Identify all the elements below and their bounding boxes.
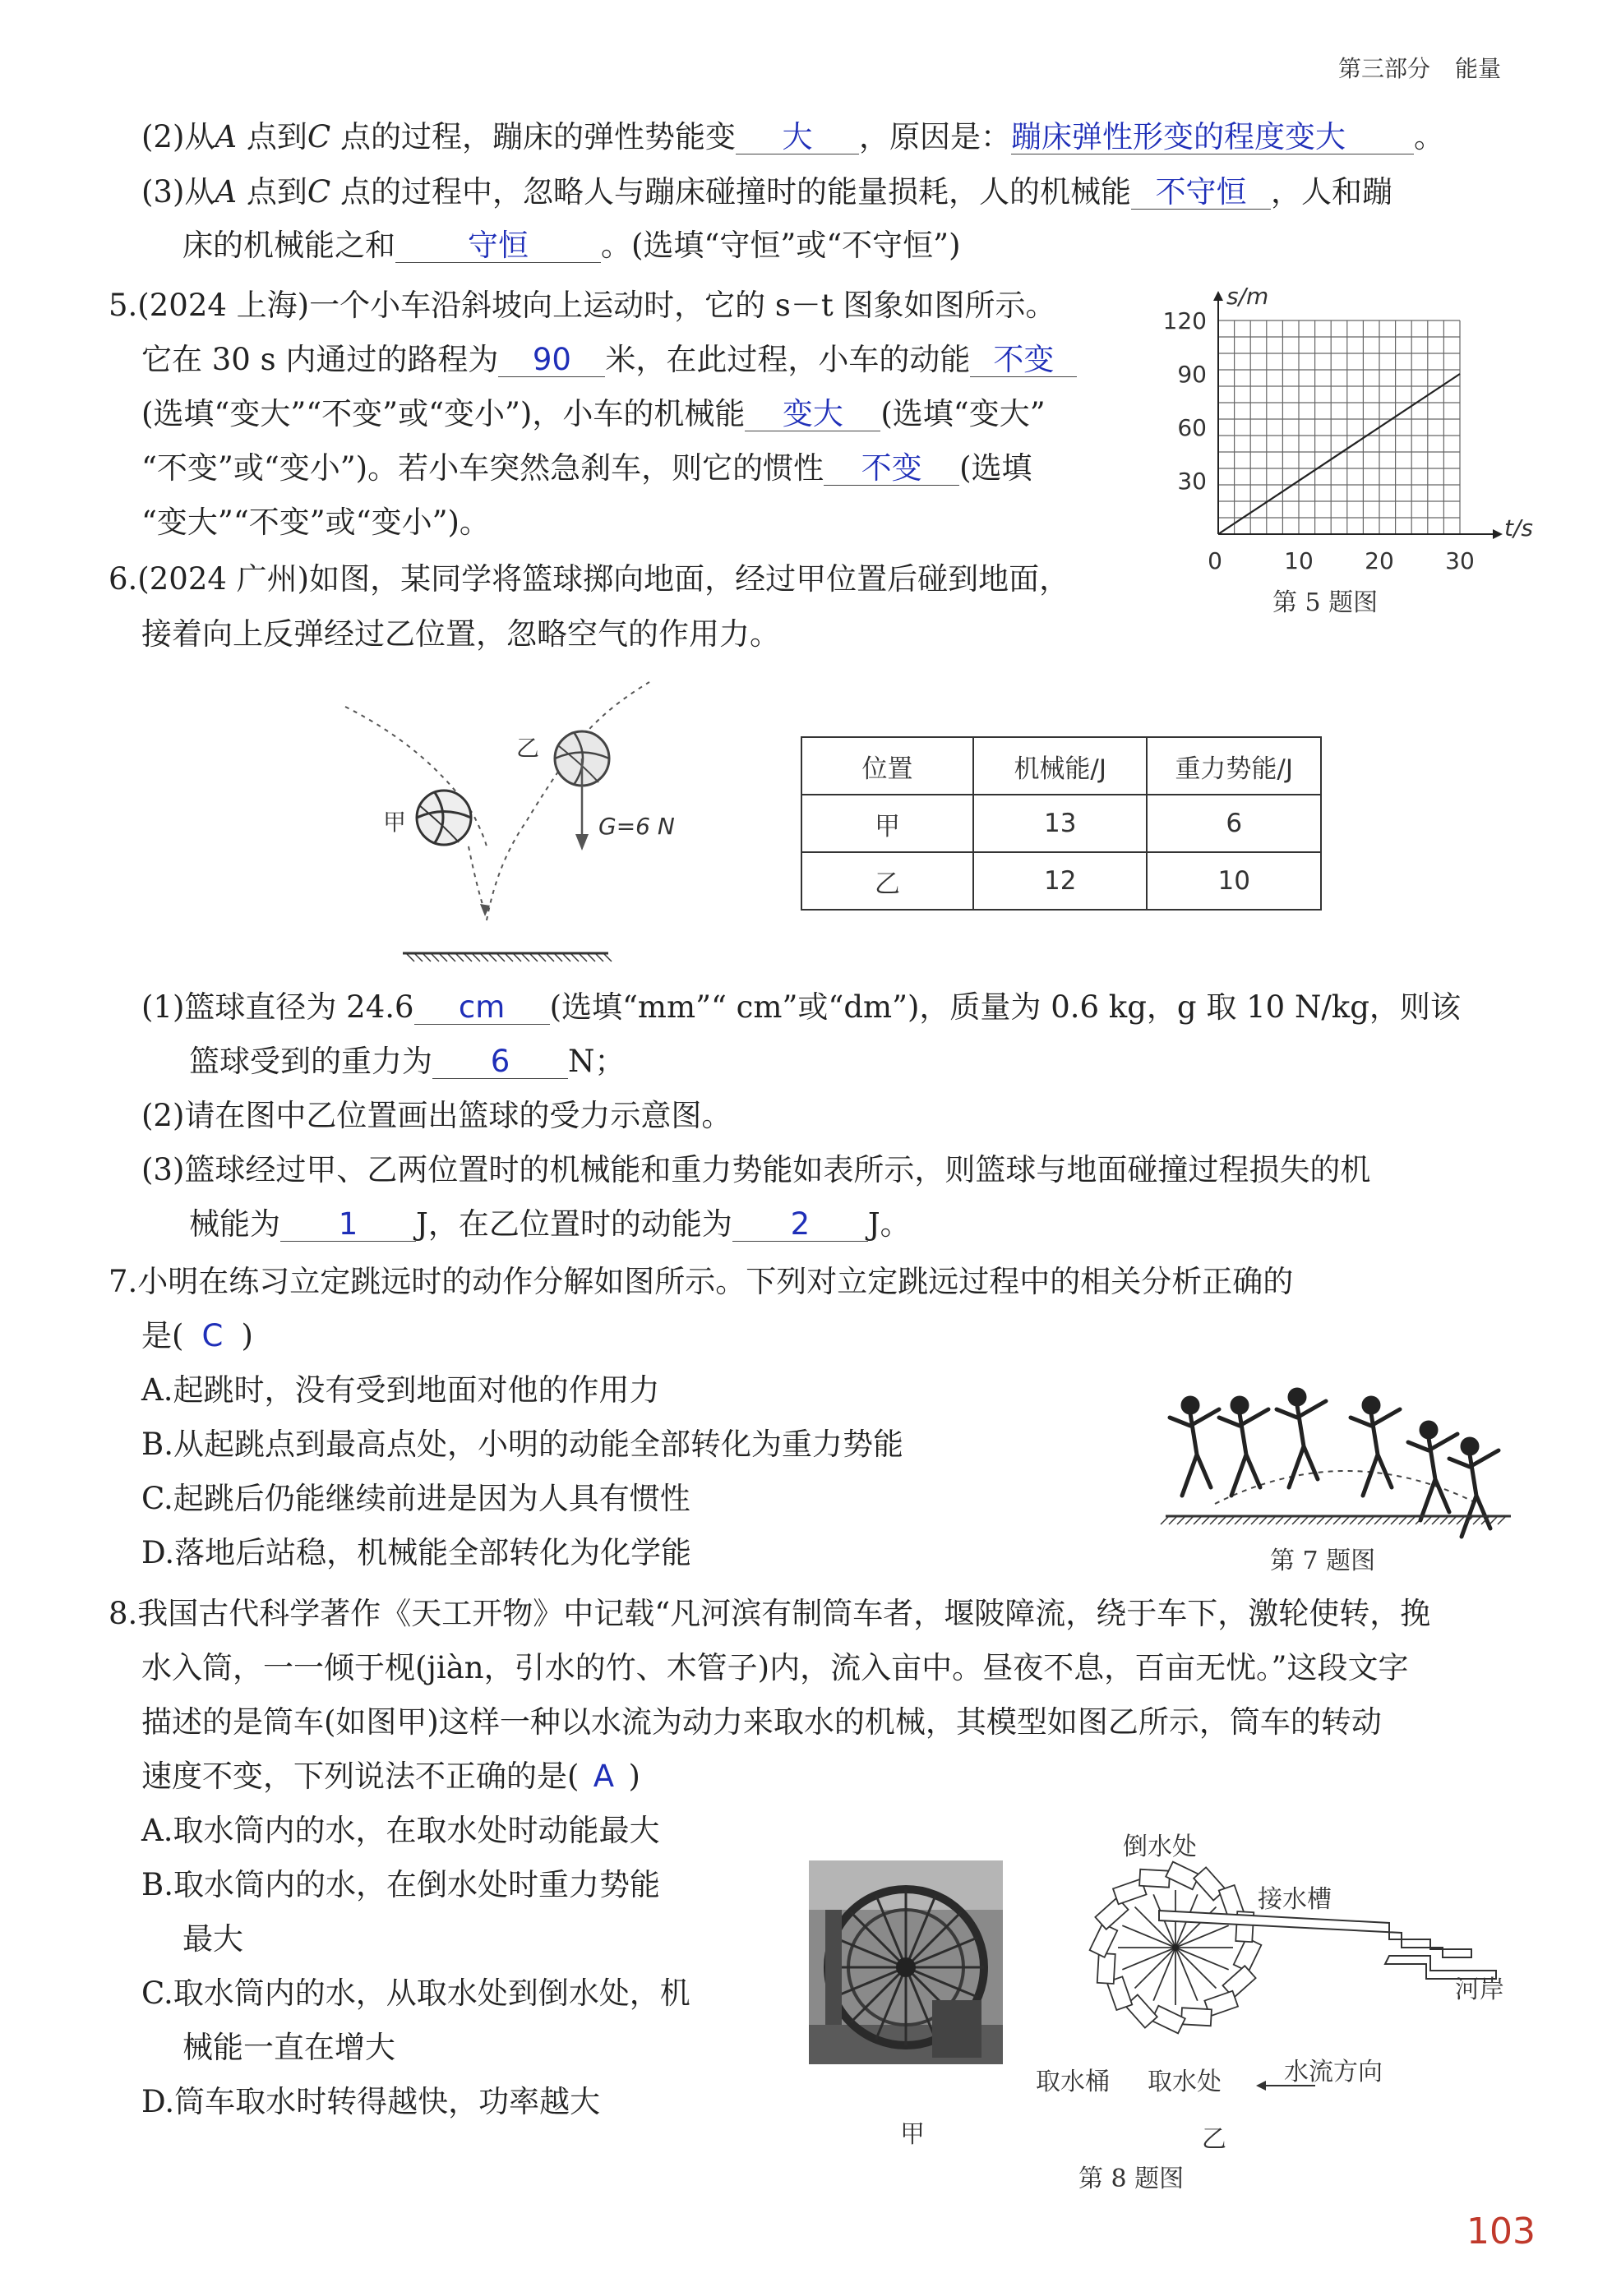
q8-option-a: A.取水筒内的水，在取水处时动能最大 [141, 1813, 660, 1848]
q8-label-yi: 乙 [1202, 2125, 1226, 2154]
q6-basketball-figure [337, 674, 675, 970]
q5-line2: 它在 30 s 内通过的路程为 90 米，在此过程，小车的动能 不变 [141, 342, 1077, 378]
q4-2-answer-1[interactable]: 大 [736, 121, 859, 154]
bucket [1097, 1953, 1115, 1984]
table-cell: 乙 [801, 852, 973, 910]
q4-3-answer-1[interactable]: 不守恒 [1131, 176, 1271, 210]
page-number: 103 [1466, 2211, 1536, 2252]
table-cell: 甲 [801, 795, 973, 852]
y-tick-label: 120 [1162, 307, 1207, 334]
spoke [1135, 1948, 1175, 1988]
y-tick-label: 60 [1177, 414, 1207, 441]
q6-part3-line1: (3)篮球经过甲、乙两位置时的机械能和重力势能如表所示，则篮球与地面碰撞过程损失的机 [141, 1152, 1371, 1187]
q7-line1: 7.小明在练习立定跳远时的动作分解如图所示。下列对立定跳远过程中的相关分析正确的 [109, 1264, 1294, 1299]
q4-3-answer-2[interactable]: 守恒 [395, 229, 601, 263]
q8-label-pour: 倒水处 [1123, 1833, 1197, 1861]
table-cell: 6 [1147, 795, 1321, 852]
x-axis-label: t/s [1504, 514, 1533, 542]
trajectory-down-2 [469, 846, 485, 912]
jumper-head [1183, 1398, 1198, 1413]
q8-option-b-cont: 最大 [182, 1921, 243, 1957]
q5-caption: 第 5 题图 [1272, 588, 1379, 617]
jumper-body [1219, 1409, 1268, 1496]
hub [1172, 1944, 1179, 1951]
flow-arrowhead [1256, 2081, 1266, 2091]
table-header-row [801, 737, 1321, 795]
jumper-head [1421, 1422, 1436, 1437]
q6-part1-line1: (1)篮球直径为 24.6 cm (选填“mm”“ cm”或“dm”)，质量为 0.6 kg，g 取 10 N/kg，则该 [141, 989, 1461, 1025]
bucket [1152, 2006, 1185, 2034]
x-axis-arrow [1493, 529, 1503, 539]
ball-jia [417, 791, 471, 845]
hatch-line [1161, 1516, 1169, 1524]
jumper-head [1462, 1439, 1477, 1454]
label-jia: 甲 [383, 809, 407, 836]
gravity-arrowhead [575, 834, 589, 851]
table-row [801, 795, 1321, 852]
bucket [1166, 1862, 1199, 1890]
q8-caption: 第 8 题图 [1078, 2165, 1185, 2193]
trough [1159, 1911, 1471, 1957]
q8-label-take: 取水处 [1148, 2068, 1222, 2096]
model-spokes [1118, 1890, 1233, 2005]
bucket [1139, 1870, 1170, 1888]
q8-answer[interactable]: A [593, 1759, 615, 1794]
chart-series [1218, 374, 1460, 534]
q7-standing-jump-figure [1166, 1372, 1519, 1528]
y-tick-label: 90 [1177, 361, 1207, 388]
q5-st-chart [1151, 283, 1533, 583]
table-header: 机械能/J [973, 737, 1147, 795]
q7-line2: 是( C ) [141, 1318, 253, 1353]
q8-waterwheel-photo [809, 1860, 1003, 2064]
x-tick-label: 10 [1284, 547, 1314, 574]
q6-energy-table [801, 736, 1322, 911]
q5-answer-3[interactable]: 变大 [745, 398, 880, 431]
x-tick-label: 30 [1445, 547, 1475, 574]
q5-line1: 5.(2024 上海)一个小车沿斜坡向上运动时，它的 s－t 图象如图所示。 [109, 288, 1056, 323]
q8-option-b: B.取水筒内的水，在倒水处时重力势能 [141, 1867, 660, 1902]
q4-part3-line2: 床的机械能之和 守恒 。(选填“守恒”或“不守恒”) [182, 228, 961, 263]
table-header: 位置 [801, 737, 973, 795]
q5-answer-1[interactable]: 90 [498, 343, 605, 377]
label-yi: 乙 [516, 735, 540, 762]
q7-option-d: D.落地后站稳，机械能全部转化为化学能 [141, 1535, 692, 1570]
q6-3-answer-2[interactable]: 2 [732, 1208, 868, 1242]
q6-line2: 接着向上反弹经过乙位置，忽略空气的作用力。 [141, 616, 780, 652]
q6-part3-line2: 械能为 1 J，在乙位置时的动能为 2 J。 [189, 1206, 911, 1242]
chart-axes [1213, 283, 1533, 542]
q8-label-jia: 甲 [900, 2120, 925, 2149]
q8-line1: 8.我国古代科学著作《天工开物》中记载“凡河滨有制筒车者，堰陂障流，绕于车下，激轮使转，挽 [109, 1596, 1431, 1631]
q4-2-answer-2[interactable]: 蹦床弹性形变的程度变大 [1011, 121, 1414, 154]
q8-label-bucket: 取水桶 [1036, 2068, 1110, 2096]
y-tick-label: 30 [1177, 468, 1207, 495]
q7-option-a: A.起跳时，没有受到地面对他的作用力 [141, 1372, 660, 1408]
q8-label-bank: 河岸 [1455, 1976, 1504, 2004]
q5-line4: “不变”或“变小”)。若小车突然急刹车，则它的惯性 不变 (选填 [141, 450, 1032, 486]
x-tick-label: 0 [1208, 547, 1222, 574]
q8-option-d: D.筒车取水时转得越快，功率越大 [141, 2084, 601, 2119]
bucket [1234, 1938, 1262, 1971]
q7-answer[interactable]: C [201, 1318, 224, 1353]
jumper-head [1290, 1390, 1305, 1404]
y-axis-label: s/m [1226, 283, 1269, 310]
q7-option-b: B.从起跳点到最高点处，小明的动能全部转化为重力势能 [141, 1427, 903, 1462]
q5-answer-2[interactable]: 不变 [970, 343, 1077, 377]
trajectory-up-2 [584, 682, 649, 735]
y-axis-arrow [1213, 291, 1223, 301]
q5-line5: “变大”“不变”或“变小”)。 [141, 505, 490, 540]
q8-option-c-cont: 械能一直在增大 [182, 2030, 395, 2065]
q6-3-answer-1[interactable]: 1 [280, 1208, 416, 1242]
q8-line3: 描述的是筒车(如图甲)这样一种以水流为动力来取水的机械，其模型如图乙所示，筒车的转动 [141, 1704, 1382, 1740]
q8-label-trough: 接水槽 [1258, 1885, 1332, 1914]
chart-grid [1218, 320, 1460, 534]
header-title: 能量 [1455, 55, 1502, 82]
q4-part3-line1: (3)从A 点到C 点的过程中，忽略人与蹦床碰撞时的能量损耗，人的机械能 不守恒 ，人和蹦 [141, 174, 1392, 210]
table-cell: 10 [1147, 852, 1321, 910]
table-cell: 13 [973, 795, 1147, 852]
q6-1-answer-1[interactable]: cm [414, 991, 550, 1025]
q7-option-c: C.起跳后仍能继续前进是因为人具有惯性 [141, 1481, 690, 1516]
q8-line4: 速度不变，下列说法不正确的是( A ) [141, 1759, 640, 1794]
table-header: 重力势能/J [1147, 737, 1321, 795]
jumper-silhouettes [1170, 1390, 1499, 1537]
jumper-head [1364, 1398, 1379, 1413]
q8-label-flow: 水流方向 [1284, 2058, 1383, 2086]
jumper-body [1170, 1409, 1219, 1496]
bucket [1181, 2008, 1212, 2026]
q6-part2: (2)请在图中乙位置画出篮球的受力示意图。 [141, 1098, 732, 1133]
gravity-label: G=6 N [598, 813, 675, 840]
q7-caption: 第 7 题图 [1270, 1547, 1376, 1575]
q8-line2: 水入筒，一一倾于枧(jiàn，引水的竹、木管子)内，流入亩中。昼夜不息，百亩无忧。”这段文字 [141, 1650, 1409, 1685]
header-section: 第三部分 能量 [1338, 55, 1502, 82]
table-row [801, 852, 1321, 910]
q4-part2: (2)从A 点到C 点的过程，蹦床的弹性势能变 大 ，原因是：蹦床弹性形变的程度变大 。 [141, 119, 1444, 154]
q6-1-answer-2[interactable]: 6 [432, 1045, 568, 1079]
x-tick-label: 20 [1365, 547, 1394, 574]
table-cell: 12 [973, 852, 1147, 910]
jumper-body [1408, 1434, 1457, 1520]
spoke [1175, 1948, 1216, 1988]
q6-part1-line2: 篮球受到的重力为 6 N； [189, 1044, 626, 1079]
q5-answer-4[interactable]: 不变 [824, 452, 959, 486]
series-line [1218, 374, 1460, 534]
q8-option-c: C.取水筒内的水，从取水处到倒水处，机 [141, 1976, 690, 2011]
jumper-head [1232, 1398, 1247, 1413]
bucket [1090, 1924, 1118, 1957]
jumper-body [1351, 1409, 1400, 1496]
q6-line1: 6.(2024 广州)如图，某同学将篮球掷向地面，经过甲位置后碰到地面， [109, 561, 1070, 597]
q5-line3: (选填“变大”“不变”或“变小”)，小车的机械能 变大 (选填“变大” [141, 396, 1046, 431]
